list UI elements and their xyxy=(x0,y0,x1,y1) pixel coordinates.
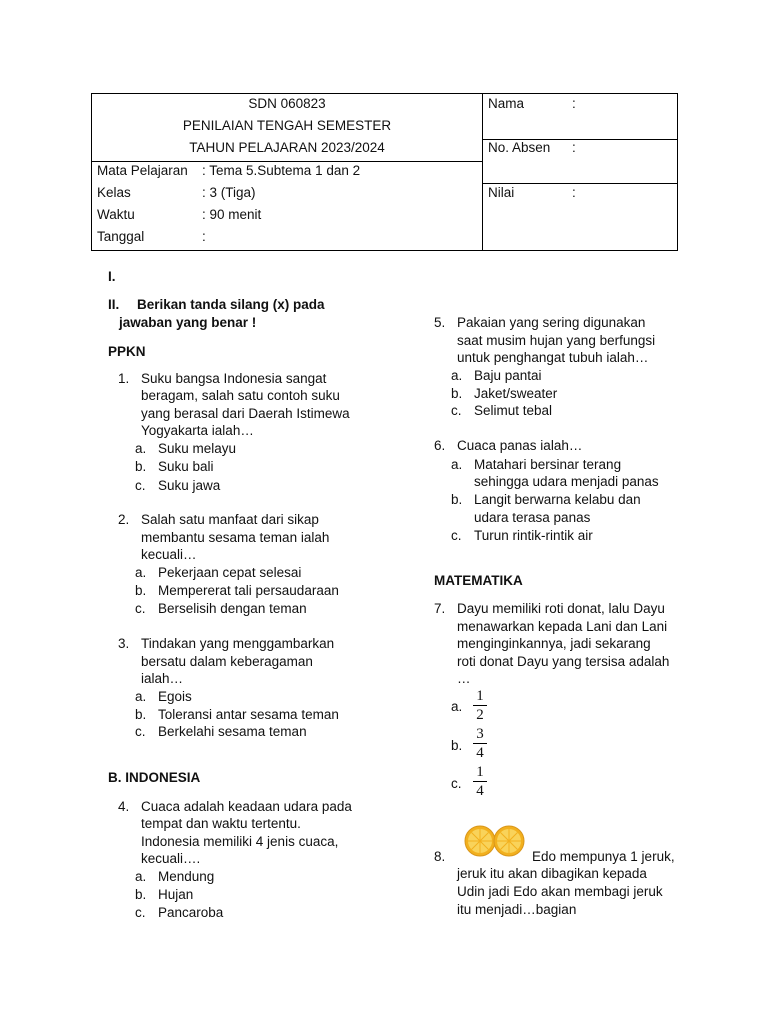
option-text[interactable]: Hujan xyxy=(158,887,194,902)
absen-colon: : xyxy=(572,140,576,155)
question-number: 7. xyxy=(434,601,446,616)
option-text[interactable]: Toleransi antar sesama teman xyxy=(158,707,339,722)
option-text[interactable]: Baju pantai xyxy=(474,368,542,383)
section-i: I. xyxy=(108,269,116,284)
section-ii-number: II. xyxy=(108,297,120,312)
nilai-label: Nilai xyxy=(488,185,515,200)
question-text: Edo mempunya 1 jeruk, xyxy=(532,849,675,864)
fraction-option-a[interactable] xyxy=(473,688,487,723)
option-letter: b. xyxy=(135,707,147,722)
name-colon: : xyxy=(572,96,576,111)
question-text: Salah satu manfaat dari sikap xyxy=(141,512,319,527)
option-text[interactable]: Jaket/sweater xyxy=(474,386,558,401)
field-value: : Tema 5.Subtema 1 dan 2 xyxy=(202,163,361,178)
field-label: Mata Pelajaran xyxy=(97,163,188,178)
option-text[interactable]: udara terasa panas xyxy=(474,510,591,525)
question-text: ialah… xyxy=(141,671,184,686)
option-text[interactable]: Berkelahi sesama teman xyxy=(158,724,307,739)
exam-year: TAHUN PELAJARAN 2023/2024 xyxy=(189,140,385,155)
orange-slices-icon xyxy=(464,823,526,859)
field-label: Tanggal xyxy=(97,229,145,244)
option-letter: a. xyxy=(135,441,147,456)
question-text: … xyxy=(457,671,471,686)
fraction-denominator: 4 xyxy=(476,783,484,799)
header-divider xyxy=(482,94,483,250)
question-text: roti donat Dayu yang tersisa adalah xyxy=(457,654,670,669)
fraction-option-c[interactable] xyxy=(473,764,487,799)
option-letter: a. xyxy=(451,457,463,472)
option-letter: b. xyxy=(135,887,147,902)
fraction-bar xyxy=(473,743,487,744)
question-text: Tindakan yang menggambarkan xyxy=(141,636,335,651)
question-text: Pakaian yang sering digunakan xyxy=(457,315,646,330)
fraction-numerator: 3 xyxy=(476,726,484,742)
question-text: Indonesia memiliki 4 jenis cuaca, xyxy=(141,834,339,849)
question-text: bersatu dalam keberagaman xyxy=(141,654,313,669)
header-divider xyxy=(482,183,677,184)
question-text: Dayu memiliki roti donat, lalu Dayu xyxy=(457,601,665,616)
question-text: kecuali… xyxy=(141,547,197,562)
fraction-option-b[interactable] xyxy=(473,726,487,761)
instruction-line: Berikan tanda silang (x) pada xyxy=(137,297,325,312)
subject-bindo: B. INDONESIA xyxy=(108,770,201,785)
exam-title: PENILAIAN TENGAH SEMESTER xyxy=(182,118,392,133)
field-value: : xyxy=(202,229,206,244)
question-text: yang berasal dari Daerah Istimewa xyxy=(141,406,350,421)
school-name: SDN 060823 xyxy=(248,96,326,111)
option-letter: b. xyxy=(451,386,463,401)
option-text[interactable]: Langit berwarna kelabu dan xyxy=(474,492,641,507)
option-text[interactable]: Mempererat tali persaudaraan xyxy=(158,583,339,598)
field-value: : 90 menit xyxy=(202,207,262,222)
question-text: Suku bangsa Indonesia sangat xyxy=(141,371,327,386)
option-letter: b. xyxy=(451,492,463,507)
option-text[interactable]: Suku melayu xyxy=(158,441,237,456)
fraction-bar xyxy=(473,781,487,782)
fraction-denominator: 4 xyxy=(476,745,484,761)
option-text[interactable]: Egois xyxy=(158,689,192,704)
option-text[interactable]: Turun rintik-rintik air xyxy=(474,528,593,543)
option-letter: a. xyxy=(451,368,463,383)
fraction-numerator: 1 xyxy=(476,688,484,704)
option-text[interactable]: Selimut tebal xyxy=(474,403,553,418)
field-label: Kelas xyxy=(97,185,131,200)
option-letter: a. xyxy=(135,565,147,580)
question-number: 2. xyxy=(118,512,130,527)
question-text: untuk penghangat tubuh ialah… xyxy=(457,350,649,365)
question-text: saat musim hujan yang berfungsi xyxy=(457,333,656,348)
option-letter: b. xyxy=(451,738,463,753)
option-letter: a. xyxy=(451,699,463,714)
option-letter: a. xyxy=(135,869,147,884)
fraction-denominator: 2 xyxy=(476,707,484,723)
question-text: itu menjadi…bagian xyxy=(457,902,577,917)
subject-matematika: MATEMATIKA xyxy=(434,573,523,588)
field-value: : 3 (Tiga) xyxy=(202,185,256,200)
question-text: menawarkan kepada Lani dan Lani xyxy=(457,619,668,634)
option-letter: b. xyxy=(135,459,147,474)
question-text: menginginkannya, jadi sekarang xyxy=(457,636,651,651)
header-divider xyxy=(92,161,482,162)
option-letter: c. xyxy=(135,478,146,493)
option-text[interactable]: Berselisih dengan teman xyxy=(158,601,307,616)
option-text[interactable]: Suku jawa xyxy=(158,478,221,493)
option-letter: c. xyxy=(135,905,146,920)
nilai-colon: : xyxy=(572,185,576,200)
field-label: Waktu xyxy=(97,207,135,222)
option-text[interactable]: Suku bali xyxy=(158,459,214,474)
question-text: Udin jadi Edo akan membagi jeruk xyxy=(457,884,663,899)
question-number: 1. xyxy=(118,371,130,386)
option-letter: c. xyxy=(451,403,462,418)
option-text[interactable]: Mendung xyxy=(158,869,215,884)
option-letter: c. xyxy=(135,724,146,739)
subject-ppkn: PPKN xyxy=(108,344,146,359)
question-number: 6. xyxy=(434,438,446,453)
question-text: membantu sesama teman ialah xyxy=(141,530,330,545)
absen-label: No. Absen xyxy=(488,140,551,155)
question-number: 3. xyxy=(118,636,130,651)
option-text[interactable]: sehingga udara menjadi panas xyxy=(474,474,659,489)
option-text[interactable]: Matahari bersinar terang xyxy=(474,457,622,472)
option-letter: a. xyxy=(135,689,147,704)
question-text: Yogyakarta ialah… xyxy=(141,423,254,438)
question-number: 5. xyxy=(434,315,446,330)
question-number: 8. xyxy=(434,849,446,864)
question-text: tempat dan waktu tertentu. xyxy=(141,816,301,831)
name-label: Nama xyxy=(488,96,525,111)
fraction-bar xyxy=(473,705,487,706)
option-text[interactable]: Pekerjaan cepat selesai xyxy=(158,565,302,580)
question-text: beragam, salah satu contoh suku xyxy=(141,388,340,403)
header-table xyxy=(91,93,678,251)
fraction-numerator: 1 xyxy=(476,764,484,780)
question-text: Cuaca panas ialah… xyxy=(457,438,583,453)
question-text: Cuaca adalah keadaan udara pada xyxy=(141,799,352,814)
option-text[interactable]: Pancaroba xyxy=(158,905,224,920)
instruction-line: jawaban yang benar ! xyxy=(119,315,257,330)
option-letter: c. xyxy=(135,601,146,616)
option-letter: b. xyxy=(135,583,147,598)
option-letter: c. xyxy=(451,776,462,791)
option-letter: c. xyxy=(451,528,462,543)
question-text: kecuali…. xyxy=(141,851,201,866)
question-number: 4. xyxy=(118,799,130,814)
question-text: jeruk itu akan dibagikan kepada xyxy=(457,866,647,881)
